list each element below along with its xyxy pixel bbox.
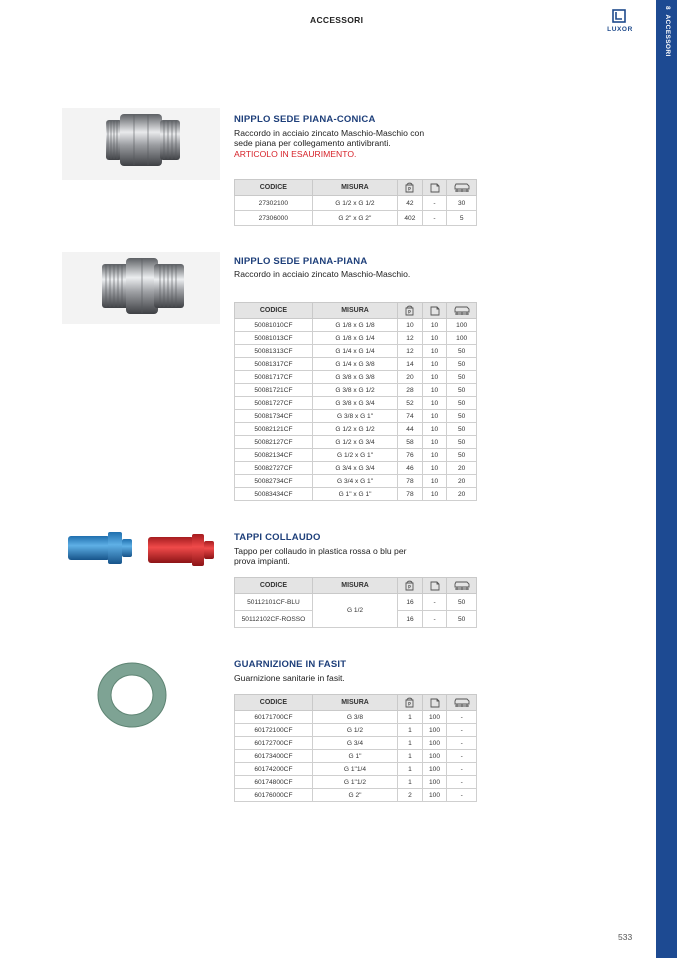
table-row (235, 397, 477, 410)
header-size: MISURA (312, 303, 397, 319)
bag-icon (398, 578, 423, 594)
code-cell: 27306000 (235, 211, 313, 226)
description-text: Raccordo in acciaio zincato Maschio-Maschio. (234, 269, 411, 279)
code-cell: 60176000CF (235, 789, 313, 802)
box-qty-cell: 10 (422, 410, 447, 423)
table-row (235, 449, 477, 462)
table-row (235, 763, 477, 776)
bag-qty-cell: 1 (398, 776, 423, 789)
size-cell: G 3/8 (312, 711, 397, 724)
pallet-qty-cell: - (447, 724, 477, 737)
pallet-qty-cell: 20 (447, 462, 477, 475)
section-title: NIPPLO SEDE PIANA-PIANA (234, 256, 368, 267)
size-cell: G 3/4 x G 1" (312, 475, 397, 488)
box-qty-cell: 100 (422, 750, 447, 763)
bag-qty-cell: 74 (398, 410, 423, 423)
pallet-qty-cell: - (447, 776, 477, 789)
table-row (235, 594, 477, 611)
chapter-tab (656, 6, 677, 66)
nipple-flat-image (62, 252, 220, 324)
pallet-qty-cell: - (447, 750, 477, 763)
pallet-qty-cell: 20 (447, 475, 477, 488)
pallet-qty-cell: 30 (447, 196, 477, 211)
pallet-qty-cell: 50 (447, 436, 477, 449)
box-qty-cell: 10 (422, 319, 447, 332)
box-qty-cell: 10 (422, 449, 447, 462)
section-title: NIPPLO SEDE PIANA-CONICA (234, 114, 376, 125)
code-cell: 50082127CF (235, 436, 313, 449)
table-row (235, 737, 477, 750)
spec-table (234, 179, 477, 226)
pallet-qty-cell: 50 (447, 358, 477, 371)
table-row (235, 776, 477, 789)
bag-qty-cell: 16 (398, 594, 423, 611)
box-qty-cell: 100 (422, 776, 447, 789)
table-row (235, 724, 477, 737)
svg-text:P: P (408, 309, 412, 315)
table-row (235, 789, 477, 802)
description-text: Guarnizione sanitarie in fasit. (234, 673, 345, 683)
size-cell: G 1/2 x G 3/4 (312, 436, 397, 449)
size-cell: G 3/4 (312, 737, 397, 750)
bag-qty-cell: 1 (398, 724, 423, 737)
code-cell: 50082727CF (235, 462, 313, 475)
svg-text:P: P (408, 584, 412, 590)
spec-table (234, 302, 477, 501)
box-qty-cell: - (422, 211, 447, 226)
description-text: Raccordo in acciaio zincato Maschio-Maschio con sede piana per collegamento antivibranti. (234, 128, 425, 149)
bag-qty-cell: 14 (398, 358, 423, 371)
size-cell: G 3/8 x G 3/8 (312, 371, 397, 384)
table-row (235, 711, 477, 724)
box-qty-cell: 100 (422, 724, 447, 737)
header-code: CODICE (235, 695, 313, 711)
box-qty-cell: 100 (422, 789, 447, 802)
table-header-row (235, 695, 477, 711)
box-qty-cell: 100 (422, 711, 447, 724)
size-cell: G 3/8 x G 1/2 (312, 384, 397, 397)
code-cell: 50081717CF (235, 371, 313, 384)
code-cell: 50081721CF (235, 384, 313, 397)
chapter-number: 8 (664, 6, 671, 11)
size-cell: G 1/4 x G 1/4 (312, 345, 397, 358)
box-qty-cell: - (422, 594, 447, 611)
pallet-qty-cell: 50 (447, 397, 477, 410)
pallet-icon (447, 695, 477, 711)
bag-qty-cell: 12 (398, 345, 423, 358)
table-row (235, 332, 477, 345)
table-row (235, 358, 477, 371)
bag-qty-cell: 44 (398, 423, 423, 436)
luxor-logo (598, 9, 642, 37)
bag-qty-cell: 1 (398, 711, 423, 724)
pallet-icon (447, 180, 477, 196)
header-code: CODICE (235, 303, 313, 319)
svg-text:P: P (408, 701, 412, 707)
header-size: MISURA (312, 578, 397, 594)
header-size: MISURA (312, 180, 397, 196)
luxor-logo-text: LUXOR (607, 26, 633, 33)
table-row (235, 436, 477, 449)
box-qty-cell: 10 (422, 397, 447, 410)
description-text: Tappo per collaudo in plastica rossa o blu per prova impianti. (234, 546, 407, 567)
table-row (235, 345, 477, 358)
box-icon (422, 303, 447, 319)
size-cell: G 1/8 x G 1/4 (312, 332, 397, 345)
bag-icon (398, 180, 423, 196)
bag-qty-cell: 42 (398, 196, 423, 211)
size-cell: G 3/4 x G 3/4 (312, 462, 397, 475)
size-cell: G 1/8 x G 1/8 (312, 319, 397, 332)
pallet-qty-cell: 50 (447, 594, 477, 611)
code-cell: 50081013CF (235, 332, 313, 345)
pallet-qty-cell: - (447, 737, 477, 750)
table-row (235, 423, 477, 436)
bag-qty-cell: 20 (398, 371, 423, 384)
size-cell: G 1/4 x G 3/8 (312, 358, 397, 371)
pallet-qty-cell: 50 (447, 410, 477, 423)
size-cell: G 1" x G 1" (312, 488, 397, 501)
header-code: CODICE (235, 578, 313, 594)
code-cell: 60174800CF (235, 776, 313, 789)
pallet-qty-cell: 20 (447, 488, 477, 501)
size-cell: G 1/2 x G 1" (312, 449, 397, 462)
header-code: CODICE (235, 180, 313, 196)
box-qty-cell: 100 (422, 737, 447, 750)
size-cell: G 1/2 x G 1/2 (312, 423, 397, 436)
size-cell: G 1/2 (312, 594, 397, 628)
box-qty-cell: - (422, 611, 447, 628)
pallet-icon (447, 578, 477, 594)
box-qty-cell: 10 (422, 358, 447, 371)
box-qty-cell: 10 (422, 345, 447, 358)
box-qty-cell: 10 (422, 475, 447, 488)
warning-text: ARTICOLO IN ESAURIMENTO. (234, 148, 357, 159)
table-row (235, 475, 477, 488)
table-row (235, 462, 477, 475)
bag-qty-cell: 1 (398, 737, 423, 750)
table-header-row (235, 578, 477, 594)
bag-qty-cell: 402 (398, 211, 423, 226)
pallet-qty-cell: - (447, 711, 477, 724)
code-cell: 60174200CF (235, 763, 313, 776)
size-cell: G 1" (312, 750, 397, 763)
box-icon (422, 578, 447, 594)
code-cell: 50081734CF (235, 410, 313, 423)
bag-qty-cell: 52 (398, 397, 423, 410)
bag-qty-cell: 1 (398, 763, 423, 776)
pallet-qty-cell: 100 (447, 319, 477, 332)
size-cell: G 3/8 x G 1" (312, 410, 397, 423)
bag-qty-cell: 78 (398, 488, 423, 501)
bag-qty-cell: 10 (398, 319, 423, 332)
box-qty-cell: 10 (422, 423, 447, 436)
box-icon (422, 180, 447, 196)
code-cell: 50081010CF (235, 319, 313, 332)
pallet-qty-cell: 50 (447, 423, 477, 436)
table-row (235, 750, 477, 763)
code-cell: 50112101CF-BLU (235, 594, 313, 611)
bag-qty-cell: 2 (398, 789, 423, 802)
bag-qty-cell: 16 (398, 611, 423, 628)
table-row (235, 319, 477, 332)
fasit-gasket-image (86, 658, 178, 732)
size-cell: G 1"1/2 (312, 776, 397, 789)
pallet-qty-cell: 100 (447, 332, 477, 345)
code-cell: 50081727CF (235, 397, 313, 410)
box-icon (422, 695, 447, 711)
section-title: GUARNIZIONE IN FASIT (234, 659, 347, 670)
nipple-conic-image (62, 108, 220, 180)
code-cell: 60171700CF (235, 711, 313, 724)
svg-text:P: P (408, 186, 412, 192)
code-cell: 60173400CF (235, 750, 313, 763)
code-cell: 50081317CF (235, 358, 313, 371)
bag-qty-cell: 46 (398, 462, 423, 475)
table-row (235, 384, 477, 397)
code-cell: 50081313CF (235, 345, 313, 358)
code-cell: 50082121CF (235, 423, 313, 436)
chapter-label: ACCESSORI (664, 14, 671, 57)
pallet-qty-cell: - (447, 763, 477, 776)
box-qty-cell: 10 (422, 332, 447, 345)
table-row (235, 196, 477, 211)
code-cell: 50083434CF (235, 488, 313, 501)
size-cell: G 1/2 (312, 724, 397, 737)
code-cell: 27302100 (235, 196, 313, 211)
table-header-row (235, 180, 477, 196)
table-row (235, 371, 477, 384)
code-cell: 50082134CF (235, 449, 313, 462)
pallet-qty-cell: 50 (447, 611, 477, 628)
bag-qty-cell: 76 (398, 449, 423, 462)
size-cell: G 2" x G 2" (312, 211, 397, 226)
spec-table (234, 694, 477, 802)
table-row (235, 211, 477, 226)
bag-icon (398, 695, 423, 711)
test-plugs-image (62, 522, 220, 580)
spec-table (234, 577, 477, 628)
table-row (235, 488, 477, 501)
section-description (234, 673, 434, 683)
pallet-qty-cell: 50 (447, 449, 477, 462)
bag-qty-cell: 78 (398, 475, 423, 488)
table-header-row (235, 303, 477, 319)
luxor-logo-icon (612, 9, 626, 23)
pallet-icon (447, 303, 477, 319)
header-size: MISURA (312, 695, 397, 711)
bag-icon (398, 303, 423, 319)
size-cell: G 3/8 x G 3/4 (312, 397, 397, 410)
pallet-qty-cell: 5 (447, 211, 477, 226)
chapter-sidebar (656, 0, 677, 958)
size-cell: G 1"1/4 (312, 763, 397, 776)
page-header-title: ACCESSORI (310, 15, 364, 25)
bag-qty-cell: 1 (398, 750, 423, 763)
box-qty-cell: 10 (422, 488, 447, 501)
box-qty-cell: 10 (422, 371, 447, 384)
pallet-qty-cell: 50 (447, 384, 477, 397)
box-qty-cell: 10 (422, 462, 447, 475)
pallet-qty-cell: 50 (447, 371, 477, 384)
section-title: TAPPI COLLAUDO (234, 532, 321, 543)
code-cell: 60172100CF (235, 724, 313, 737)
size-cell: G 2" (312, 789, 397, 802)
box-qty-cell: 10 (422, 436, 447, 449)
table-row (235, 410, 477, 423)
box-qty-cell: 100 (422, 763, 447, 776)
bag-qty-cell: 28 (398, 384, 423, 397)
pallet-qty-cell: 50 (447, 345, 477, 358)
section-description (234, 269, 434, 279)
size-cell: G 1/2 x G 1/2 (312, 196, 397, 211)
code-cell: 60172700CF (235, 737, 313, 750)
pallet-qty-cell: - (447, 789, 477, 802)
box-qty-cell: - (422, 196, 447, 211)
section-description (234, 546, 414, 567)
bag-qty-cell: 12 (398, 332, 423, 345)
code-cell: 50082734CF (235, 475, 313, 488)
code-cell: 50112102CF-ROSSO (235, 611, 313, 628)
box-qty-cell: 10 (422, 384, 447, 397)
bag-qty-cell: 58 (398, 436, 423, 449)
section-description (234, 128, 434, 159)
page-number: 533 (618, 932, 633, 942)
